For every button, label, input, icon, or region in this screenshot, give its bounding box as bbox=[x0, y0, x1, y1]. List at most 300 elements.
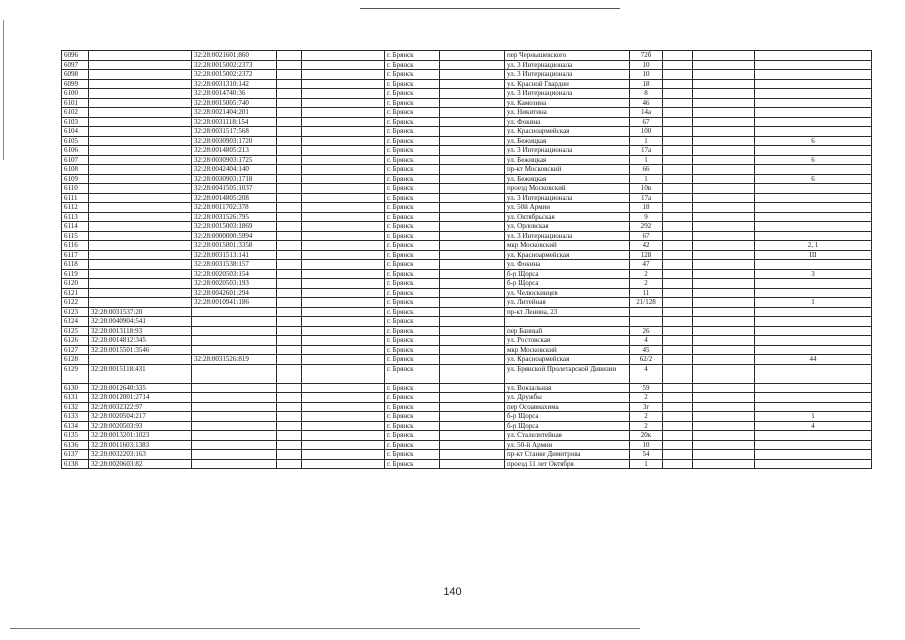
empty-cell bbox=[663, 51, 693, 61]
row-number: 6129 bbox=[62, 364, 89, 383]
street: б-р Щорса bbox=[505, 279, 630, 289]
house-number: 26 bbox=[630, 326, 663, 336]
cadastral-number-a: 32:28:0032322:97 bbox=[89, 402, 192, 412]
empty-cell bbox=[302, 51, 385, 61]
empty-cell bbox=[302, 269, 385, 279]
empty-cell bbox=[277, 108, 302, 118]
empty-cell bbox=[440, 459, 505, 469]
extra-number bbox=[755, 117, 872, 127]
empty-cell bbox=[693, 193, 755, 203]
row-number: 6123 bbox=[62, 307, 89, 317]
city: г. Брянск bbox=[385, 165, 440, 175]
empty-cell bbox=[440, 279, 505, 289]
city: г. Брянск bbox=[385, 326, 440, 336]
empty-cell bbox=[663, 184, 693, 194]
cadastral-number-a bbox=[89, 60, 192, 70]
cadastral-number-a: 32:28:0031537:20 bbox=[89, 307, 192, 317]
empty-cell bbox=[693, 345, 755, 355]
house-number bbox=[630, 317, 663, 327]
extra-number bbox=[755, 193, 872, 203]
empty-cell bbox=[302, 241, 385, 251]
empty-cell bbox=[302, 222, 385, 232]
cadastral-number-b bbox=[192, 345, 277, 355]
table-row bbox=[62, 89, 872, 99]
street: ул. Бежицкая bbox=[505, 155, 630, 165]
table-row bbox=[62, 98, 872, 108]
empty-cell bbox=[663, 307, 693, 317]
table-row bbox=[62, 431, 872, 441]
city: г. Брянск bbox=[385, 117, 440, 127]
cadastral-number-b: 32:28:0031538:157 bbox=[192, 260, 277, 270]
row-number: 6107 bbox=[62, 155, 89, 165]
empty-cell bbox=[663, 89, 693, 99]
street: мкр Московский bbox=[505, 241, 630, 251]
city: г. Брянск bbox=[385, 364, 440, 383]
scan-edge-bottom bbox=[10, 628, 640, 629]
house-number: 1 bbox=[630, 459, 663, 469]
street: ул. Вокзальная bbox=[505, 383, 630, 393]
table-row bbox=[62, 184, 872, 194]
empty-cell bbox=[302, 165, 385, 175]
table-row bbox=[62, 203, 872, 213]
street: ул. Красноармейская bbox=[505, 355, 630, 365]
empty-cell bbox=[440, 117, 505, 127]
row-number: 6125 bbox=[62, 326, 89, 336]
table-row bbox=[62, 108, 872, 118]
table-row bbox=[62, 393, 872, 403]
city: г. Брянск bbox=[385, 412, 440, 422]
house-number: 292 bbox=[630, 222, 663, 232]
empty-cell bbox=[663, 279, 693, 289]
city: г. Брянск bbox=[385, 355, 440, 365]
empty-cell bbox=[302, 298, 385, 308]
street: ул. Дружбы bbox=[505, 393, 630, 403]
street: ул. 3 Интернационала bbox=[505, 60, 630, 70]
row-number: 6112 bbox=[62, 203, 89, 213]
city: г. Брянск bbox=[385, 98, 440, 108]
empty-cell bbox=[663, 117, 693, 127]
empty-cell bbox=[663, 231, 693, 241]
row-number: 6104 bbox=[62, 127, 89, 137]
register-table bbox=[61, 50, 872, 469]
row-number: 6120 bbox=[62, 279, 89, 289]
cadastral-number-a bbox=[89, 146, 192, 156]
empty-cell bbox=[663, 241, 693, 251]
cadastral-number-b bbox=[192, 402, 277, 412]
street: ул. 50-й Армии bbox=[505, 440, 630, 450]
extra-number bbox=[755, 146, 872, 156]
empty-cell bbox=[302, 60, 385, 70]
row-number: 6133 bbox=[62, 412, 89, 422]
cadastral-number-b: 32:28:0015005:740 bbox=[192, 98, 277, 108]
empty-cell bbox=[302, 260, 385, 270]
house-number: 4 bbox=[630, 336, 663, 346]
extra-number bbox=[755, 165, 872, 175]
empty-cell bbox=[277, 117, 302, 127]
cadastral-number-a bbox=[89, 260, 192, 270]
cadastral-number-b bbox=[192, 431, 277, 441]
city: г. Брянск bbox=[385, 345, 440, 355]
row-number: 6121 bbox=[62, 288, 89, 298]
street: ул. 3 Интернационала bbox=[505, 231, 630, 241]
empty-cell bbox=[277, 317, 302, 327]
cadastral-number-a bbox=[89, 250, 192, 260]
empty-cell bbox=[302, 146, 385, 156]
cadastral-number-b bbox=[192, 412, 277, 422]
empty-cell bbox=[693, 279, 755, 289]
cadastral-number-a bbox=[89, 70, 192, 80]
cadastral-number-b: 32:28:0042404:140 bbox=[192, 165, 277, 175]
row-number: 6116 bbox=[62, 241, 89, 251]
empty-cell bbox=[663, 174, 693, 184]
table-row bbox=[62, 260, 872, 270]
cadastral-number-a bbox=[89, 212, 192, 222]
empty-cell bbox=[302, 288, 385, 298]
extra-number bbox=[755, 89, 872, 99]
empty-cell bbox=[277, 127, 302, 137]
cadastral-number-a bbox=[89, 298, 192, 308]
empty-cell bbox=[302, 184, 385, 194]
empty-cell bbox=[277, 241, 302, 251]
extra-number bbox=[755, 108, 872, 118]
row-number: 6099 bbox=[62, 79, 89, 89]
house-number: 17а bbox=[630, 193, 663, 203]
empty-cell bbox=[302, 355, 385, 365]
empty-cell bbox=[440, 393, 505, 403]
empty-cell bbox=[277, 269, 302, 279]
cadastral-number-a bbox=[89, 269, 192, 279]
table-row bbox=[62, 174, 872, 184]
cadastral-number-b: 32:28:0015003:1869 bbox=[192, 222, 277, 232]
house-number: 18 bbox=[630, 203, 663, 213]
extra-number bbox=[755, 51, 872, 61]
row-number: 6122 bbox=[62, 298, 89, 308]
empty-cell bbox=[302, 250, 385, 260]
city: г. Брянск bbox=[385, 193, 440, 203]
empty-cell bbox=[440, 412, 505, 422]
empty-cell bbox=[693, 288, 755, 298]
empty-cell bbox=[440, 298, 505, 308]
empty-cell bbox=[440, 212, 505, 222]
cadastral-number-a bbox=[89, 108, 192, 118]
cadastral-number-b bbox=[192, 393, 277, 403]
empty-cell bbox=[693, 222, 755, 232]
empty-cell bbox=[302, 203, 385, 213]
table-row bbox=[62, 459, 872, 469]
street: ул. Литейная bbox=[505, 298, 630, 308]
empty-cell bbox=[302, 79, 385, 89]
cadastral-number-b: 32:28:0015002:2372 bbox=[192, 70, 277, 80]
empty-cell bbox=[663, 165, 693, 175]
row-number: 6105 bbox=[62, 136, 89, 146]
table-row bbox=[62, 127, 872, 137]
row-number: 6118 bbox=[62, 260, 89, 270]
extra-number bbox=[755, 288, 872, 298]
row-number: 6119 bbox=[62, 269, 89, 279]
table-row bbox=[62, 241, 872, 251]
cadastral-number-b: 32:28:0021601:860 bbox=[192, 51, 277, 61]
cadastral-number-b: 32:28:0014805:213 bbox=[192, 146, 277, 156]
cadastral-number-b: 32:28:0021404:201 bbox=[192, 108, 277, 118]
empty-cell bbox=[440, 127, 505, 137]
row-number: 6138 bbox=[62, 459, 89, 469]
house-number: 2 bbox=[630, 279, 663, 289]
empty-cell bbox=[440, 355, 505, 365]
city: г. Брянск bbox=[385, 79, 440, 89]
empty-cell bbox=[277, 364, 302, 383]
city: г. Брянск bbox=[385, 440, 440, 450]
empty-cell bbox=[302, 279, 385, 289]
empty-cell bbox=[693, 431, 755, 441]
table-row bbox=[62, 355, 872, 365]
street: ул. Орловская bbox=[505, 222, 630, 232]
empty-cell bbox=[663, 421, 693, 431]
empty-cell bbox=[693, 165, 755, 175]
extra-number bbox=[755, 222, 872, 232]
table-row bbox=[62, 212, 872, 222]
table-row bbox=[62, 269, 872, 279]
empty-cell bbox=[663, 155, 693, 165]
city: г. Брянск bbox=[385, 51, 440, 61]
extra-number: 1 bbox=[755, 298, 872, 308]
house-number: 67 bbox=[630, 117, 663, 127]
table-row bbox=[62, 70, 872, 80]
street: проезд Московский bbox=[505, 184, 630, 194]
cadastral-number-b bbox=[192, 421, 277, 431]
empty-cell bbox=[440, 89, 505, 99]
empty-cell bbox=[302, 89, 385, 99]
row-number: 6128 bbox=[62, 355, 89, 365]
table-row bbox=[62, 231, 872, 241]
empty-cell bbox=[440, 222, 505, 232]
empty-cell bbox=[277, 231, 302, 241]
table-row bbox=[62, 117, 872, 127]
empty-cell bbox=[277, 136, 302, 146]
city: г. Брянск bbox=[385, 450, 440, 460]
street: ул. Бежицкая bbox=[505, 174, 630, 184]
row-number: 6097 bbox=[62, 60, 89, 70]
empty-cell bbox=[663, 412, 693, 422]
street: ул. Камозина bbox=[505, 98, 630, 108]
empty-cell bbox=[277, 89, 302, 99]
empty-cell bbox=[277, 402, 302, 412]
row-number: 6114 bbox=[62, 222, 89, 232]
empty-cell bbox=[277, 326, 302, 336]
empty-cell bbox=[663, 364, 693, 383]
row-number: 6132 bbox=[62, 402, 89, 412]
house-number: 10 bbox=[630, 70, 663, 80]
extra-number bbox=[755, 307, 872, 317]
empty-cell bbox=[302, 136, 385, 146]
city: г. Брянск bbox=[385, 307, 440, 317]
city: г. Брянск bbox=[385, 288, 440, 298]
empty-cell bbox=[277, 98, 302, 108]
table-row bbox=[62, 298, 872, 308]
empty-cell bbox=[663, 393, 693, 403]
empty-cell bbox=[302, 212, 385, 222]
scan-edge-left bbox=[3, 20, 4, 160]
house-number: 17а bbox=[630, 146, 663, 156]
empty-cell bbox=[277, 288, 302, 298]
empty-cell bbox=[440, 184, 505, 194]
empty-cell bbox=[663, 383, 693, 393]
empty-cell bbox=[693, 364, 755, 383]
street: ул. Сталелитейная bbox=[505, 431, 630, 441]
empty-cell bbox=[440, 108, 505, 118]
cadastral-number-b: 32:28:0020503:193 bbox=[192, 279, 277, 289]
city: г. Брянск bbox=[385, 421, 440, 431]
table-row bbox=[62, 165, 872, 175]
extra-number bbox=[755, 212, 872, 222]
street: ул. Челюскинцев bbox=[505, 288, 630, 298]
street: ул. Никитина bbox=[505, 108, 630, 118]
empty-cell bbox=[663, 127, 693, 137]
empty-cell bbox=[277, 345, 302, 355]
row-number: 6135 bbox=[62, 431, 89, 441]
city: г. Брянск bbox=[385, 203, 440, 213]
cadastral-number-a: 32:28:0012640:335 bbox=[89, 383, 192, 393]
empty-cell bbox=[277, 450, 302, 460]
empty-cell bbox=[440, 250, 505, 260]
city: г. Брянск bbox=[385, 108, 440, 118]
empty-cell bbox=[663, 298, 693, 308]
empty-cell bbox=[693, 146, 755, 156]
empty-cell bbox=[663, 345, 693, 355]
empty-cell bbox=[277, 79, 302, 89]
house-number: 2 bbox=[630, 421, 663, 431]
cadastral-number-b: 32:28:0010941:186 bbox=[192, 298, 277, 308]
city: г. Брянск bbox=[385, 155, 440, 165]
cadastral-number-a: 32:28:0015501:3546 bbox=[89, 345, 192, 355]
extra-number bbox=[755, 326, 872, 336]
extra-number bbox=[755, 345, 872, 355]
house-number: 42 bbox=[630, 241, 663, 251]
empty-cell bbox=[277, 298, 302, 308]
empty-cell bbox=[277, 222, 302, 232]
extra-number bbox=[755, 127, 872, 137]
empty-cell bbox=[693, 174, 755, 184]
cadastral-number-a: 32:28:0040904:541 bbox=[89, 317, 192, 327]
empty-cell bbox=[440, 431, 505, 441]
cadastral-number-a bbox=[89, 79, 192, 89]
empty-cell bbox=[693, 108, 755, 118]
city: г. Брянск bbox=[385, 336, 440, 346]
house-number: 2 bbox=[630, 412, 663, 422]
empty-cell bbox=[302, 393, 385, 403]
empty-cell bbox=[302, 431, 385, 441]
cadastral-number-a bbox=[89, 51, 192, 61]
row-number: 6098 bbox=[62, 70, 89, 80]
street: ул. 3 Интернационала bbox=[505, 70, 630, 80]
empty-cell bbox=[663, 326, 693, 336]
cadastral-number-b: 32:28:0042601:294 bbox=[192, 288, 277, 298]
extra-number bbox=[755, 459, 872, 469]
house-number: 1 bbox=[630, 174, 663, 184]
row-number: 6130 bbox=[62, 383, 89, 393]
street: ул. Ростовская bbox=[505, 336, 630, 346]
street: пр-кт Станке Димитрова bbox=[505, 450, 630, 460]
row-number: 6108 bbox=[62, 165, 89, 175]
empty-cell bbox=[693, 70, 755, 80]
table-row bbox=[62, 364, 872, 383]
cadastral-number-a: 32:28:0014812:345 bbox=[89, 336, 192, 346]
city: г. Брянск bbox=[385, 212, 440, 222]
cadastral-number-a bbox=[89, 193, 192, 203]
empty-cell bbox=[302, 412, 385, 422]
house-number: 2 bbox=[630, 269, 663, 279]
empty-cell bbox=[663, 288, 693, 298]
extra-number bbox=[755, 184, 872, 194]
table-row bbox=[62, 326, 872, 336]
table-row bbox=[62, 317, 872, 327]
empty-cell bbox=[693, 98, 755, 108]
city: г. Брянск bbox=[385, 127, 440, 137]
street: ул. Красной Гвардии bbox=[505, 79, 630, 89]
cadastral-number-a bbox=[89, 127, 192, 137]
cadastral-number-b: 32:28:0041505:1037 bbox=[192, 184, 277, 194]
house-number: 11 bbox=[630, 288, 663, 298]
empty-cell bbox=[663, 60, 693, 70]
empty-cell bbox=[277, 412, 302, 422]
city: г. Брянск bbox=[385, 317, 440, 327]
empty-cell bbox=[440, 146, 505, 156]
row-number: 6096 bbox=[62, 51, 89, 61]
cadastral-number-a bbox=[89, 241, 192, 251]
empty-cell bbox=[277, 203, 302, 213]
row-number: 6102 bbox=[62, 108, 89, 118]
empty-cell bbox=[302, 459, 385, 469]
street: ул. Красноармейская bbox=[505, 250, 630, 260]
row-number: 6100 bbox=[62, 89, 89, 99]
empty-cell bbox=[693, 60, 755, 70]
empty-cell bbox=[693, 51, 755, 61]
extra-number: 44 bbox=[755, 355, 872, 365]
cadastral-number-b bbox=[192, 326, 277, 336]
row-number: 6137 bbox=[62, 450, 89, 460]
empty-cell bbox=[440, 260, 505, 270]
cadastral-number-b bbox=[192, 307, 277, 317]
row-number: 6136 bbox=[62, 440, 89, 450]
cadastral-number-a: 32:28:0013118:93 bbox=[89, 326, 192, 336]
house-number: 1 bbox=[630, 136, 663, 146]
cadastral-number-b: 32:28:0031513:141 bbox=[192, 250, 277, 260]
row-number: 6109 bbox=[62, 174, 89, 184]
street: ул. Брянской Пролетарской Дивизии bbox=[505, 364, 630, 383]
city: г. Брянск bbox=[385, 70, 440, 80]
empty-cell bbox=[440, 288, 505, 298]
empty-cell bbox=[440, 79, 505, 89]
cadastral-number-a: 32:28:0020603:82 bbox=[89, 459, 192, 469]
empty-cell bbox=[302, 117, 385, 127]
street: ул. Красноармейская bbox=[505, 127, 630, 137]
street: ул. 50й Армии bbox=[505, 203, 630, 213]
city: г. Брянск bbox=[385, 260, 440, 270]
extra-number bbox=[755, 393, 872, 403]
street: пр-кт Ленина, 23 bbox=[505, 307, 630, 317]
empty-cell bbox=[663, 98, 693, 108]
extra-number: 2, 1 bbox=[755, 241, 872, 251]
empty-cell bbox=[302, 402, 385, 412]
empty-cell bbox=[277, 336, 302, 346]
empty-cell bbox=[302, 98, 385, 108]
register-rows bbox=[62, 51, 872, 469]
empty-cell bbox=[302, 450, 385, 460]
empty-cell bbox=[693, 393, 755, 403]
cadastral-number-b bbox=[192, 459, 277, 469]
row-number: 6101 bbox=[62, 98, 89, 108]
empty-cell bbox=[693, 184, 755, 194]
empty-cell bbox=[277, 70, 302, 80]
